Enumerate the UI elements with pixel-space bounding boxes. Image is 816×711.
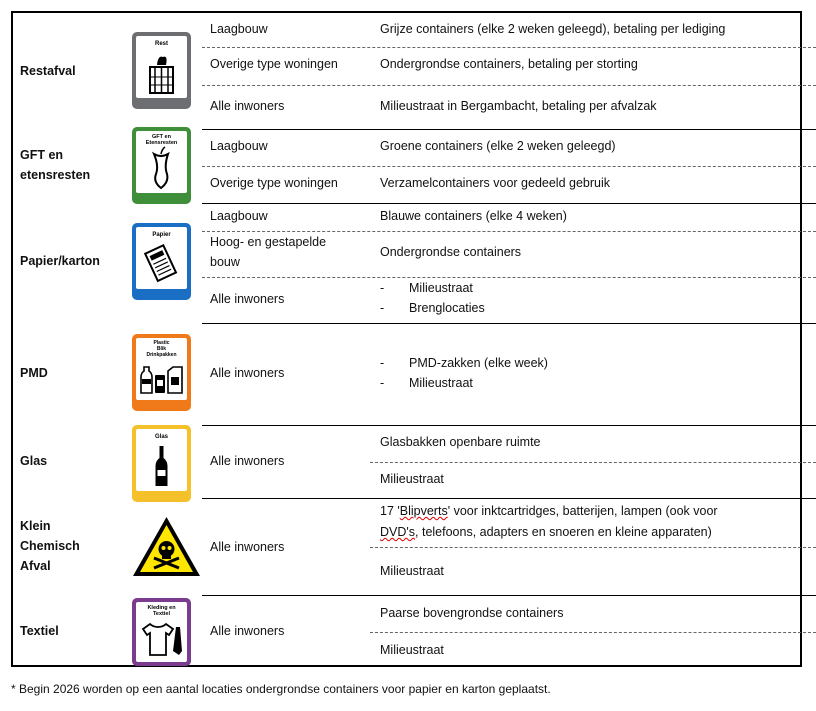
- svg-text:Blik: Blik: [156, 346, 167, 352]
- svg-text:Textiel: Textiel: [152, 611, 171, 617]
- kca-type: Alle inwoners: [210, 540, 285, 554]
- category-textiel: Textiel: [20, 624, 59, 638]
- textiel-type: Alle inwoners: [210, 624, 285, 638]
- papier-desc-1: Blauwe containers (elke 4 weken): [380, 209, 567, 223]
- svg-text:Kleding en: Kleding en: [147, 605, 176, 611]
- category-papier: Papier/karton: [20, 254, 100, 268]
- bullet-item: - Milieustraat: [380, 376, 473, 390]
- category-kca: Klein Chemisch Afval: [20, 519, 80, 573]
- footnote: * Begin 2026 worden op een aantal locaties ondergrondse containers voor papier en karton geplaatst.: [11, 682, 551, 696]
- restafval-desc-3: Milieustraat in Bergambacht, betaling per afvalzak: [380, 99, 657, 113]
- divider: [202, 498, 816, 499]
- svg-text:Glas: Glas: [154, 434, 169, 440]
- gft-type-2: Overige type woningen: [210, 176, 338, 190]
- divider: [202, 166, 816, 167]
- papier-bullets: [380, 278, 485, 318]
- divider: [202, 323, 816, 324]
- kca-desc-1: 17 'Blipverts' voor inktcartridges, batterijen, lampen (ook voor DVD's, telefoons, adapters en snoeren en kleine apparaten): [380, 504, 718, 539]
- glas-bin-icon: [131, 424, 192, 503]
- pmd-bin-icon: [131, 333, 192, 412]
- kca-desc-2: Milieustraat: [380, 564, 444, 578]
- gft-desc-2: Verzamelcontainers voor gedeeld gebruik: [380, 176, 610, 190]
- gft-type-1: Laagbouw: [210, 139, 268, 153]
- gft-desc-1: Groene containers (elke 2 weken geleegd): [380, 139, 616, 153]
- papier-type-1: Laagbouw: [210, 209, 268, 223]
- gft-bin-icon: [131, 126, 192, 205]
- svg-text:GFT en: GFT en: [152, 134, 171, 140]
- restafval-type-1: Laagbouw: [210, 22, 268, 36]
- category-gft: GFT en etensresten: [20, 148, 91, 182]
- pmd-bullets: [380, 353, 548, 393]
- textiel-desc-1: Paarse bovengrondse containers: [380, 606, 564, 620]
- hazard-skull-icon: [130, 514, 203, 580]
- restafval-type-3: Alle inwoners: [210, 99, 285, 113]
- divider: [202, 277, 816, 278]
- divider: [202, 425, 816, 426]
- category-glas: Glas: [20, 454, 48, 468]
- svg-text:Etensresten: Etensresten: [145, 140, 178, 146]
- glas-desc-2: Milieustraat: [380, 472, 444, 486]
- papier-bin-icon: [131, 222, 192, 301]
- category-restafval: Restafval: [20, 64, 76, 78]
- bullet-item: - PMD-zakken (elke week): [380, 356, 548, 370]
- svg-text:Papier: Papier: [152, 232, 171, 238]
- category-pmd: PMD: [20, 366, 48, 380]
- glas-desc-1: Glasbakken openbare ruimte: [380, 435, 541, 449]
- divider: [202, 595, 816, 596]
- restafval-desc-1: Grijze containers (elke 2 weken geleegd), betaling per lediging: [380, 22, 726, 36]
- svg-text:Rest: Rest: [154, 41, 169, 47]
- divider: [370, 547, 816, 548]
- divider: [202, 85, 816, 86]
- divider: [202, 203, 816, 204]
- pmd-type: Alle inwoners: [210, 366, 285, 380]
- restafval-desc-2: Ondergrondse containers, betaling per storting: [380, 57, 638, 71]
- papier-type-3: Alle inwoners: [210, 292, 285, 306]
- papier-type-2: Hoog- en gestapelde bouw: [210, 235, 327, 269]
- glas-type: Alle inwoners: [210, 454, 285, 468]
- divider: [202, 129, 816, 130]
- textiel-desc-2: Milieustraat: [380, 643, 444, 657]
- restafval-type-2: Overige type woningen: [210, 57, 338, 71]
- textiel-bin-icon: [131, 597, 192, 667]
- divider: [202, 47, 816, 48]
- svg-text:Plastic: Plastic: [153, 340, 170, 346]
- divider: [370, 632, 816, 633]
- bullet-item: - Brenglocaties: [380, 301, 485, 315]
- papier-desc-2: Ondergrondse containers: [380, 245, 522, 259]
- svg-text:Drinkpakken: Drinkpakken: [146, 352, 177, 358]
- restafval-bin-icon: [131, 31, 192, 110]
- bullet-item: - Milieustraat: [380, 281, 473, 295]
- divider: [370, 462, 816, 463]
